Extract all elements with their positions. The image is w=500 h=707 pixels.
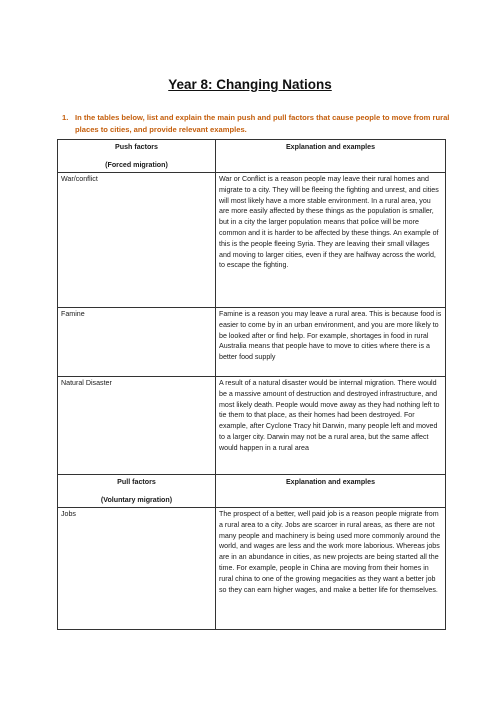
question-1 <box>62 112 462 135</box>
factor-cell: Natural Disaster <box>58 377 216 475</box>
push-pull-table <box>57 139 446 630</box>
factor-cell: Jobs <box>58 508 216 630</box>
push-factors-title: Push factors <box>115 143 158 151</box>
pull-header-row <box>58 475 446 508</box>
explanation-cell: War or Conflict is a reason people may leave their rural homes and migrate to a city. They will be fleeing the fighting and unrest, and cities will most likely have a more stable environment. In a rural area, you are more easily affected by these things as the population is smaller, but in a city the larger population means that police will be more common and it is harder to be affected by these things. An example of this is the people fleeing Syria. They are leaving their small villages and moving to larger cities, even if they are halfway across the world, to escape the fighting. <box>216 173 446 308</box>
push-explanation-header-text: Explanation and examples <box>285 143 376 151</box>
pull-explanation-header-text: Explanation and examples <box>285 478 376 486</box>
pull-factors-header <box>58 475 216 508</box>
table-row <box>58 308 446 377</box>
factor-cell: Famine <box>58 308 216 377</box>
push-factors-subtitle: (Forced migration) <box>105 161 168 169</box>
factor-cell: War/conflict <box>58 173 216 308</box>
table-row <box>58 173 446 308</box>
table-row <box>58 377 446 475</box>
pull-factors-subtitle: (Voluntary migration) <box>100 496 173 504</box>
push-header-row <box>58 140 446 173</box>
push-explanation-header <box>216 140 446 173</box>
explanation-cell: A result of a natural disaster would be internal migration. There would be a massive amount of destruction and destroyed infrastructure, and most likely death. People would move away as they had nothing left to tie them to that place, as their homes had been destroyed. For example, after Cyclone Tracy hit Darwin, many people left and moved to a larger city. Darwin may not be a rural area, but the same affect would happen in a rural area <box>216 377 446 475</box>
question-text: In the tables below, list and explain the main push and pull factors that cause people to move from rural places to cities, and provide relevant examples. <box>75 113 450 134</box>
push-factors-header <box>58 140 216 173</box>
pull-explanation-header <box>216 475 446 508</box>
pull-factors-title: Pull factors <box>117 478 156 486</box>
table-row <box>58 508 446 630</box>
page-title: Year 8: Changing Nations <box>168 77 332 92</box>
question-number: 1. <box>62 113 69 122</box>
explanation-cell: Famine is a reason you may leave a rural area. This is because food is easier to come by in an urban environment, and you are more likely to be looked after or find help. For example, shortages in food in rural Australia means that people have to move to cities where there is a better food supply <box>216 308 446 377</box>
explanation-cell: The prospect of a better, well paid job is a reason people migrate from a rural area to a city. Jobs are scarcer in rural areas, as there are not many people and machinery is being used more commonly around the world, and wages are less and the work more laborious. Whereas jobs are in an abundance in cities, as new projects are being started all the time. For example, people in China are moving from their homes in rural china to one of the growing megacities as they want a better job so they can earn higher wages, and make a better life for themselves. <box>216 508 446 630</box>
